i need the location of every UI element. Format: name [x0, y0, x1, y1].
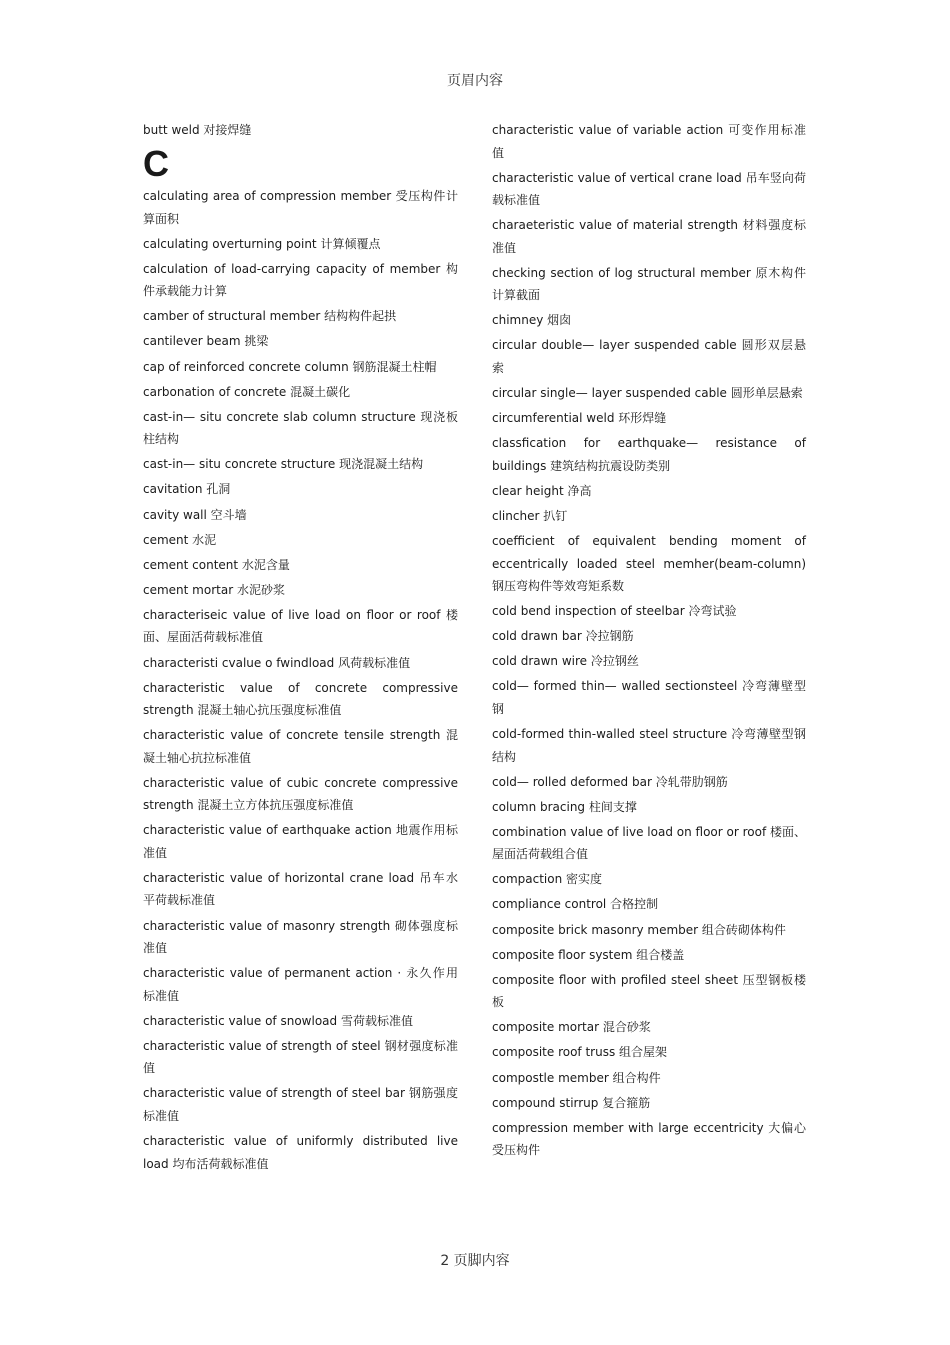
glossary-entry: characteristic value of concrete tensile strength 混凝土轴心抗拉标准值	[143, 728, 458, 765]
section-letter: C	[143, 143, 169, 185]
right-column	[492, 119, 806, 1164]
glossary-entry: cement 水泥	[143, 532, 217, 547]
glossary-entry: cold— rolled deformed bar 冷轧带肋钢筋	[492, 774, 728, 789]
glossary-entry: cold-formed thin-walled steel structure 冷弯薄壁型钢结构	[492, 727, 806, 764]
glossary-entry: composite mortar 混合砂浆	[492, 1020, 651, 1035]
glossary-entry: characteristic value of strength of steel bar 钢筋强度标准值	[143, 1086, 458, 1123]
glossary-entry: characteristic value of concrete compressive strength 混凝土轴心抗压强度标准值	[143, 680, 458, 718]
glossary-entry: camber of structural member 结构构件起拱	[143, 309, 397, 324]
page-footer: 2 页脚内容	[440, 1253, 510, 1269]
glossary-entry: cold drawn bar 冷拉钢筋	[492, 629, 634, 644]
glossary-entry: composite roof truss 组合屋架	[492, 1045, 668, 1060]
glossary-entry: characteristi cvalue o fwindload 风荷载标准值	[143, 655, 411, 670]
glossary-entry: coefficient of equivalent bending moment of eccentrically loaded steel memher(beam-column) 钢压弯构件等效弯矩系数	[492, 534, 806, 594]
glossary-entry: butt weld 对接焊缝	[143, 123, 252, 137]
glossary-entry: calculation of load-carrying capacity of member 构件承载能力计算	[143, 261, 458, 299]
glossary-entry: compostle member 组合构件	[492, 1070, 661, 1085]
glossary-entry: combination value of live load on floor or roof 楼面、屋面活荷载组合值	[492, 824, 806, 862]
entry-list	[492, 119, 806, 1162]
glossary-entry: characteristic value of masonry strength 砌体强度标准值	[143, 918, 458, 956]
glossary-entry: cold bend inspection of steelbar 冷弯试验	[492, 604, 737, 619]
glossary-entry: compression member with large eccentricity 大偏心受压构件	[492, 1120, 806, 1158]
glossary-entry: clincher 扒钉	[492, 508, 568, 523]
glossary-entry: cold— formed thin— walled sectionsteel 冷弯薄壁型钢	[492, 679, 806, 716]
entry-list	[143, 185, 458, 1175]
glossary-entry: compliance control 合格控制	[492, 897, 659, 912]
glossary-entry: cast-in— situ concrete slab column structure 现浇板柱结构	[143, 409, 458, 447]
glossary-entry: composite floor system 组合楼盖	[492, 947, 685, 962]
glossary-entry: cement mortar 水泥砂浆	[143, 582, 285, 597]
glossary-entry: clear height 净高	[492, 483, 592, 498]
glossary-entry: characteristic value of variable action 可变作用标准值	[492, 123, 806, 160]
glossary-entry: characteriseic value of live load on floor or roof 楼面、屋面活荷载标准值	[143, 607, 458, 645]
left-column	[143, 119, 458, 1178]
glossary-entry: circumferential weld 环形焊缝	[492, 411, 667, 426]
glossary-entry: calculating area of compression member 受压构件计算面积	[143, 189, 458, 226]
glossary-entry: cantilever beam 挑梁	[143, 334, 269, 349]
glossary-entry: characteristic value of snowload 雪荷载标准值	[143, 1013, 413, 1028]
glossary-entry: characteristic value of uniformly distributed live load 均布活荷载标准值	[143, 1134, 458, 1171]
glossary-entry: compound stirrup 复合箍筋	[492, 1095, 651, 1110]
glossary-entry: checking section of log structural member 原木构件计算截面	[492, 265, 806, 303]
glossary-entry: column bracing 柱间支撑	[492, 799, 637, 814]
glossary-entry: circular single— layer suspended cable 圆形单层悬索	[492, 386, 803, 401]
glossary-entry: cold drawn wire 冷拉钢丝	[492, 654, 639, 669]
glossary-entry: carbonation of concrete 混凝土碳化	[143, 384, 351, 399]
glossary-entry: calculating overturning point 计算倾覆点	[143, 236, 381, 251]
glossary-entry: characteristic value of vertical crane load 吊车竖向荷载标准值	[492, 170, 806, 208]
glossary-entry: characteristic value of earthquake action 地震作用标准值	[143, 823, 458, 860]
glossary-entry: cast-in— situ concrete structure 现浇混凝土结构	[143, 457, 424, 472]
glossary-entry: chimney 烟囱	[492, 313, 572, 328]
glossary-entry: cement content 水泥含量	[143, 557, 290, 572]
glossary-entry: composite brick masonry member 组合砖砌体构件	[492, 922, 786, 937]
glossary-entry: circular double— layer suspended cable 圆形双层悬索	[492, 338, 806, 375]
glossary-entry: classfication for earthquake— resistance of buildings 建筑结构抗震设防类别	[492, 436, 806, 473]
glossary-entry: cavitation 孔洞	[143, 482, 231, 497]
glossary-entry: characteristic value of permanent action · 永久作用标准值	[143, 966, 458, 1003]
page-header: 页眉内容	[447, 73, 503, 89]
glossary-entry: composite floor with profiled steel sheet 压型钢板楼板	[492, 972, 806, 1010]
glossary-entry: characteristic value of horizontal crane load 吊车水平荷载标准值	[143, 870, 458, 908]
glossary-entry: compaction 密实度	[492, 872, 602, 887]
glossary-entry: charaeteristic value of material strength 材料强度标准值	[492, 218, 806, 255]
glossary-entry: characteristic value of cubic concrete compressive strength 混凝土立方体抗压强度标准值	[143, 775, 458, 813]
glossary-entry: cap of reinforced concrete column 钢筋混凝土柱帽	[143, 359, 437, 374]
glossary-entry: characteristic value of strength of steel 钢材强度标准值	[143, 1038, 458, 1076]
glossary-entry: cavity wall 空斗墙	[143, 507, 247, 522]
